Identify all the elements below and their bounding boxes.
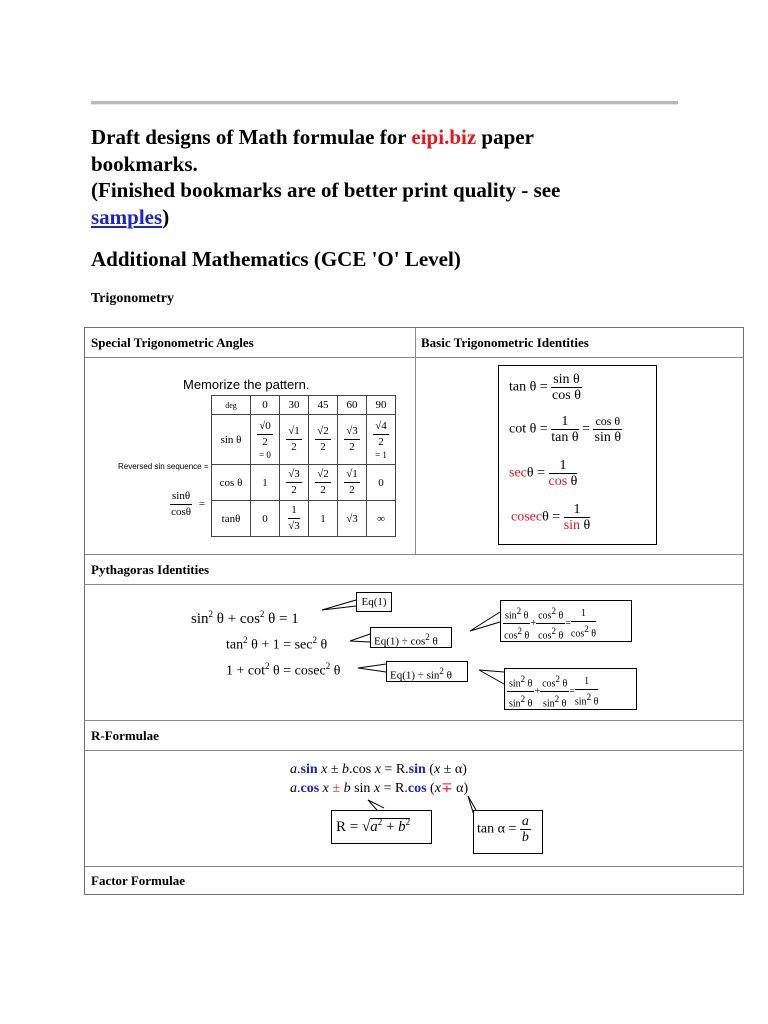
r-value-box: $R = √a^2 + b^2$	[331, 810, 432, 844]
sin-over-cos-label: $\frac{\sin\theta}{\cos\theta}$ =	[171, 490, 206, 518]
cell-special-angles: Special Trigonometric Angles	[91, 335, 254, 350]
cell-factor-formulae: Factor Formulae	[91, 873, 185, 888]
eq1-sin-callout: $Eq(1) \div \sin^2 \theta$	[386, 661, 468, 682]
cell-r-formulae: R-Formulae	[91, 728, 159, 743]
pyth-eq2: $\tan^2 \theta + 1 = \sec^2 \theta$	[226, 635, 328, 653]
r-formula-2: a.cos x ± b sin x = R.cos (x∓ α)	[290, 781, 469, 796]
eq1-cos-callout: $Eq(1) \div \cos^2 \theta$	[370, 627, 452, 648]
site-name: eipi.biz	[411, 125, 477, 149]
basic-identities-box: tan θ = $\frac{\text{sin θ}}{\text{cos θ}}$ cot θ = $\frac{1}{\text{tan θ}}$ = $\frac{\text{cos θ}}{\text{sin θ}}$ secθ = $\frac{1}{\text{cos θ}}$ cosecθ = $\frac{1}{\text{sin θ}}$	[498, 365, 657, 545]
pyth-cos-fraction-box: $\frac{\sin^2 \theta}{\cos^2 \theta}$ + $\frac{\cos^2 \theta}{\cos^2 \theta}$ = $\frac{1}{\cos^2 \theta}$	[500, 600, 632, 642]
r-formula-1: a.sin x ± b.cos x = R.sin (x ± α)	[290, 762, 467, 777]
reversed-sequence-note: Reversed sin sequence =	[118, 462, 209, 471]
section-title: Trigonometry	[91, 291, 174, 306]
eq1-callout: Eq(1)	[356, 592, 392, 612]
cell-pythagoras: Pythagoras Identities	[91, 562, 210, 577]
memorize-text: Memorize the pattern.	[183, 377, 310, 392]
special-angles-grid: deg 0 30 45 60 90 sin θ $\frac{√0}{2}$ = 0 $\frac{√1}{2}$ $\frac{√2}{2}$ $\frac{√3}{2}$ $\frac{√4}{2}$ = 1 cos θ 1 $\frac{√3}{2}$ $\frac{√2}{2}$ $\frac{√1}{2}$ 0 tanθ 0 $\frac{1}{√3}$ 1 √3 ∞	[211, 395, 396, 537]
intro-heading: Draft designs of Math formulae for eipi.biz paper bookmarks. (Finished bookmarks are of better print quality - see samples)	[91, 125, 561, 229]
tan-alpha-box: tan α = $\frac{a}{b}$	[473, 810, 543, 854]
samples-link[interactable]: samples	[91, 204, 163, 229]
cell-basic-identities: Basic Trigonometric Identities	[421, 335, 589, 350]
pyth-eq3: $1 + \cot^2 \theta = cosec^2$ θ	[226, 661, 341, 679]
pyth-sin-fraction-box: $\frac{\sin^2 \theta}{\sin^2 \theta}$ + $\frac{\cos^2 \theta}{\sin^2 \theta}$ = $\frac{1}{\sin^2 \theta}$	[504, 668, 637, 710]
pyth-eq1: $\sin^2 \theta + \cos^2 \theta = 1$	[191, 609, 299, 627]
page-title: Additional Mathematics (GCE 'O' Level)	[91, 247, 461, 271]
